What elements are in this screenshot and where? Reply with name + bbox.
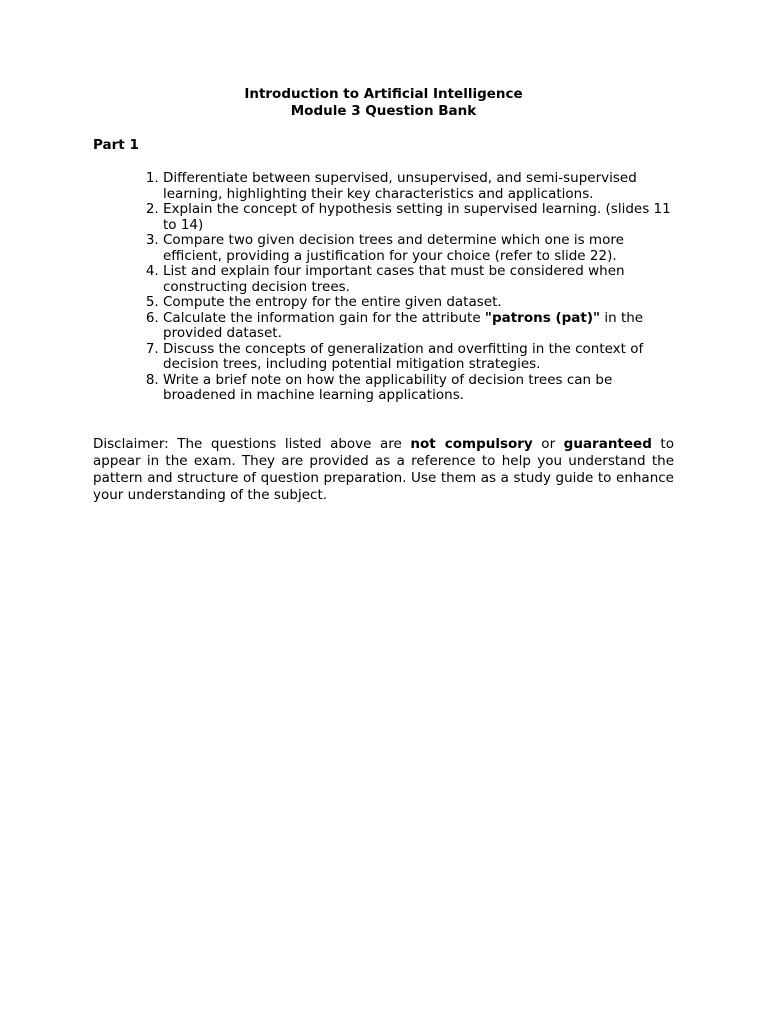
- question-bold-attribute: "patrons (pat)": [484, 309, 601, 326]
- part-heading: Part 1: [93, 137, 139, 153]
- disclaimer-text-2: or: [532, 435, 564, 452]
- question-text: List and explain four important cases that must be considered when constructing decision trees.: [163, 263, 625, 295]
- question-text: Differentiate between supervised, unsupervised, and semi-supervised learning, highlighting their key characteristics and applications.: [163, 170, 637, 202]
- question-text: Write a brief note on how the applicability of decision trees can be broadened in machine learning applications.: [163, 371, 613, 403]
- question-item: [163, 233, 674, 264]
- question-text-before: Calculate the information gain for the attribute: [163, 309, 485, 326]
- title-line-course: Introduction to Artificial Intelligence: [244, 86, 523, 102]
- question-item: [163, 373, 674, 404]
- disclaimer-paragraph: [93, 436, 674, 504]
- question-item: [163, 171, 674, 202]
- question-list: [93, 171, 674, 404]
- question-item: [163, 342, 674, 373]
- question-text: Compute the entropy for the entire given dataset.: [163, 294, 502, 310]
- question-item: [163, 311, 674, 342]
- disclaimer-bold-not-compulsory: not compulsory: [410, 435, 533, 452]
- question-item: [163, 295, 674, 311]
- document-title: [93, 86, 674, 120]
- document-page: [93, 86, 674, 517]
- question-text-after: in the provided dataset.: [163, 309, 644, 341]
- question-text: Explain the concept of hypothesis setting in supervised learning. (slides 11 to 14): [163, 201, 671, 233]
- question-text: Compare two given decision trees and determine which one is more efficient, providing a justification for your choice (refer to slide 22).: [163, 232, 624, 264]
- question-item: [163, 202, 674, 233]
- question-text: Discuss the concepts of generalization and overfitting in the context of decision trees, including potential mitigation strategies.: [163, 340, 644, 372]
- disclaimer-bold-guaranteed: guaranteed: [563, 435, 652, 452]
- disclaimer-text-3: to appear in the exam. They are provided as a reference to help you understand the pattern and structure of question preparation. Use them as a study guide to enhance your understanding of the subject.: [93, 435, 674, 503]
- question-item: [163, 264, 674, 295]
- title-line-module: Module 3 Question Bank: [290, 103, 477, 119]
- disclaimer-text-1: Disclaimer: The questions listed above are: [93, 435, 411, 452]
